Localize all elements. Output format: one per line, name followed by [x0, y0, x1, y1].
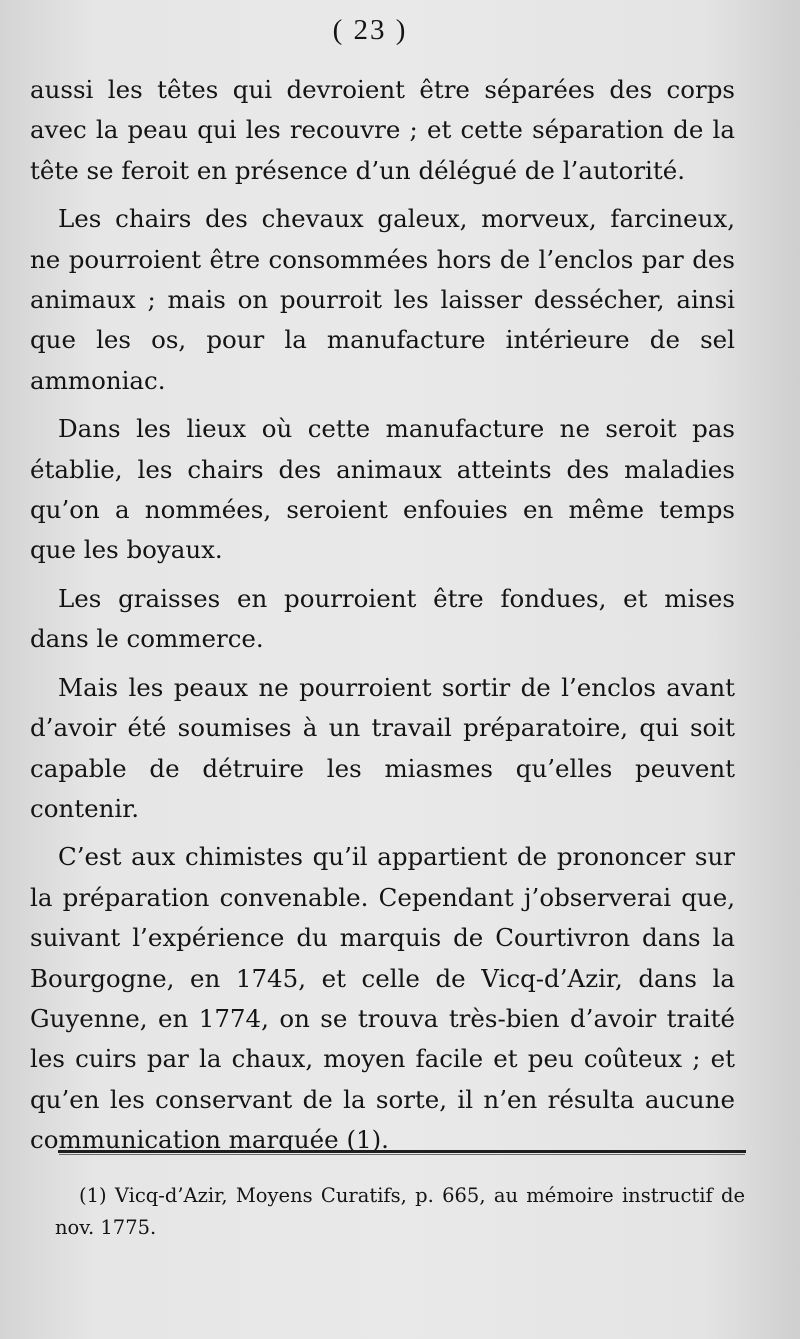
paragraph-continued: aussi les têtes qui devroient être séparées des corps avec la peau qui les recouvre ; et cette séparation de la tête se feroit en présence d’un délégué de l’autorité. [30, 75, 735, 185]
paragraph-lieux-manufacture: Dans les lieux où cette manufacture ne seroit pas établie, les chairs des animaux atteints des maladies qu’on a nommées, seroient enfouies en même temps que les boyaux. [30, 414, 735, 565]
paragraph-graisses: Les graisses en pourroient être fondues, et mises dans le commerce. [30, 583, 735, 654]
footnote: (1) Vicq-d’Azir, Moyens Curatifs, p. 665, au mémoire instructif de nov. 1775. [55, 1184, 745, 1239]
footnote-divider [58, 1150, 746, 1153]
paragraph-peaux: Mais les peaux ne pourroient sortir de l’enclos avant d’avoir été soumises à un travail préparatoire, qui soit capable de détruire les miasmes qu’elles peuvent contenir. [30, 672, 735, 823]
page-number: ( 23 ) [332, 14, 408, 46]
paragraph-chairs-chevaux: Les chairs des chevaux galeux, morveux, farcineux, ne pourroient être consommées hors de l’enclos par des animaux ; mais on pourroit les laisser dessécher, ainsi que les os, pour la manufacture intérieure de sel ammoniac. [30, 204, 735, 395]
paragraph-chimistes: C’est aux chimistes qu’il appartient de prononcer sur la préparation convenable. Cependant j’observerai que, suivant l’expérience du marquis de Courtivron dans la Bourgogne, en 1745, et celle de Vicq-d’Azir, dans la Guyenne, en 1774, on se trouva très-bien d’avoir traité les cuirs par la chaux, moyen facile et peu coûteux ; et qu’en les conservant de la sorte, il n’en résulta aucune communication marquée (1). [30, 842, 735, 1155]
body-text [30, 70, 735, 1169]
